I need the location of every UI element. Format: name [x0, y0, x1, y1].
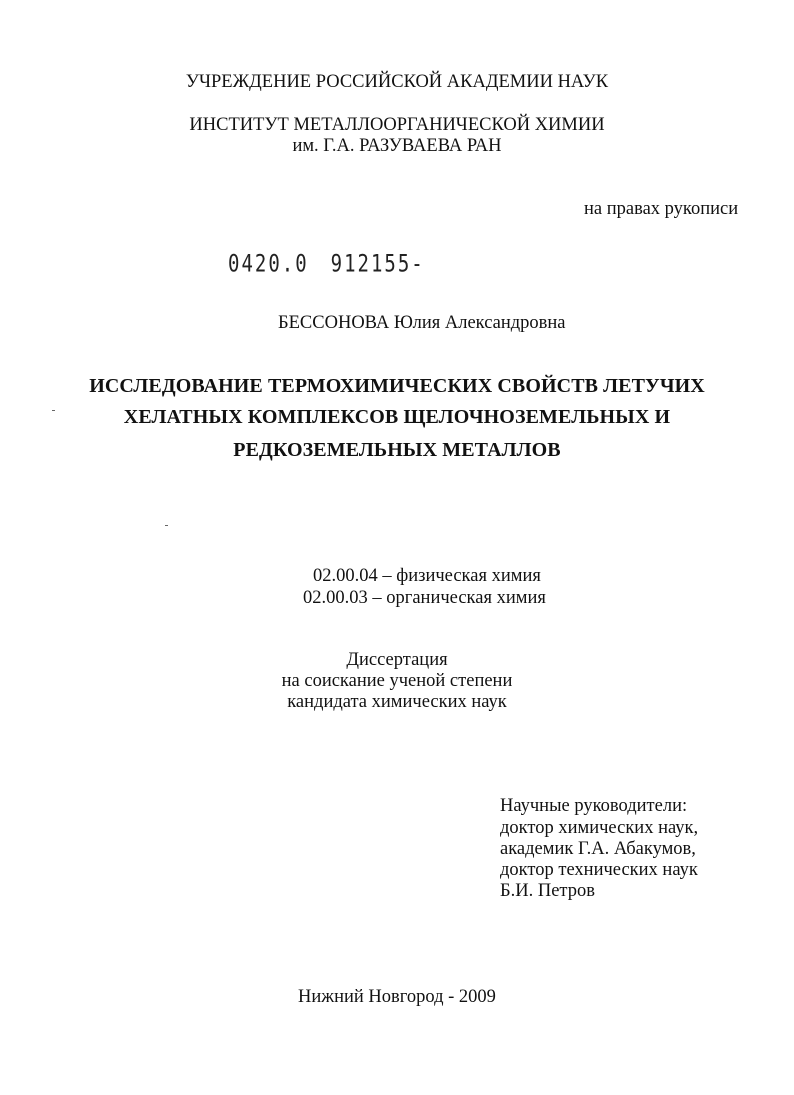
institute-named-heading: им. Г.А. РАЗУВАЕВА РАН [292, 136, 502, 156]
stamp-part-1: 0420.0 [228, 250, 309, 278]
supervisor-1-name: академик Г.А. Абакумов, [500, 839, 696, 859]
academy-heading: УЧРЕЖДЕНИЕ РОССИЙСКОЙ АКАДЕМИИ НАУК [185, 72, 609, 92]
degree-line-1: на соискание ученой степени [281, 671, 513, 691]
stamp-suffix: - [411, 250, 425, 278]
specialty-1: 02.00.04 – физическая химия [313, 566, 541, 586]
supervisor-1-degree: доктор химических наук, [500, 818, 699, 838]
supervisors-heading: Научные руководители: [500, 796, 688, 816]
thesis-title-line-1: ИССЛЕДОВАНИЕ ТЕРМОХИМИЧЕСКИХ СВОЙСТВ ЛЕТУЧИХ [89, 375, 705, 397]
scan-speck [52, 410, 55, 411]
thesis-title-line-3: РЕДКОЗЕМЕЛЬНЫХ МЕТАЛЛОВ [233, 439, 561, 461]
registration-stamp [228, 250, 425, 278]
city-year: Нижний Новгород - 2009 [298, 987, 496, 1007]
supervisor-2-degree: доктор технических наук [500, 860, 698, 880]
dissertation-label: Диссертация [346, 650, 448, 670]
manuscript-note: на правах рукописи [584, 199, 739, 219]
institute-heading: ИНСТИТУТ МЕТАЛЛООРГАНИЧЕСКОЙ ХИМИИ [189, 115, 605, 135]
degree-line-2: кандидата химических наук [287, 692, 507, 712]
thesis-title-line-2: ХЕЛАТНЫХ КОМПЛЕКСОВ ЩЕЛОЧНОЗЕМЕЛЬНЫХ И [123, 406, 671, 428]
supervisor-2-name: Б.И. Петров [500, 881, 595, 901]
author-name: БЕССОНОВА Юлия Александровна [278, 313, 566, 333]
scan-speck [165, 525, 168, 526]
stamp-part-2: 912155 [330, 250, 412, 278]
specialty-2: 02.00.03 – органическая химия [303, 588, 546, 608]
